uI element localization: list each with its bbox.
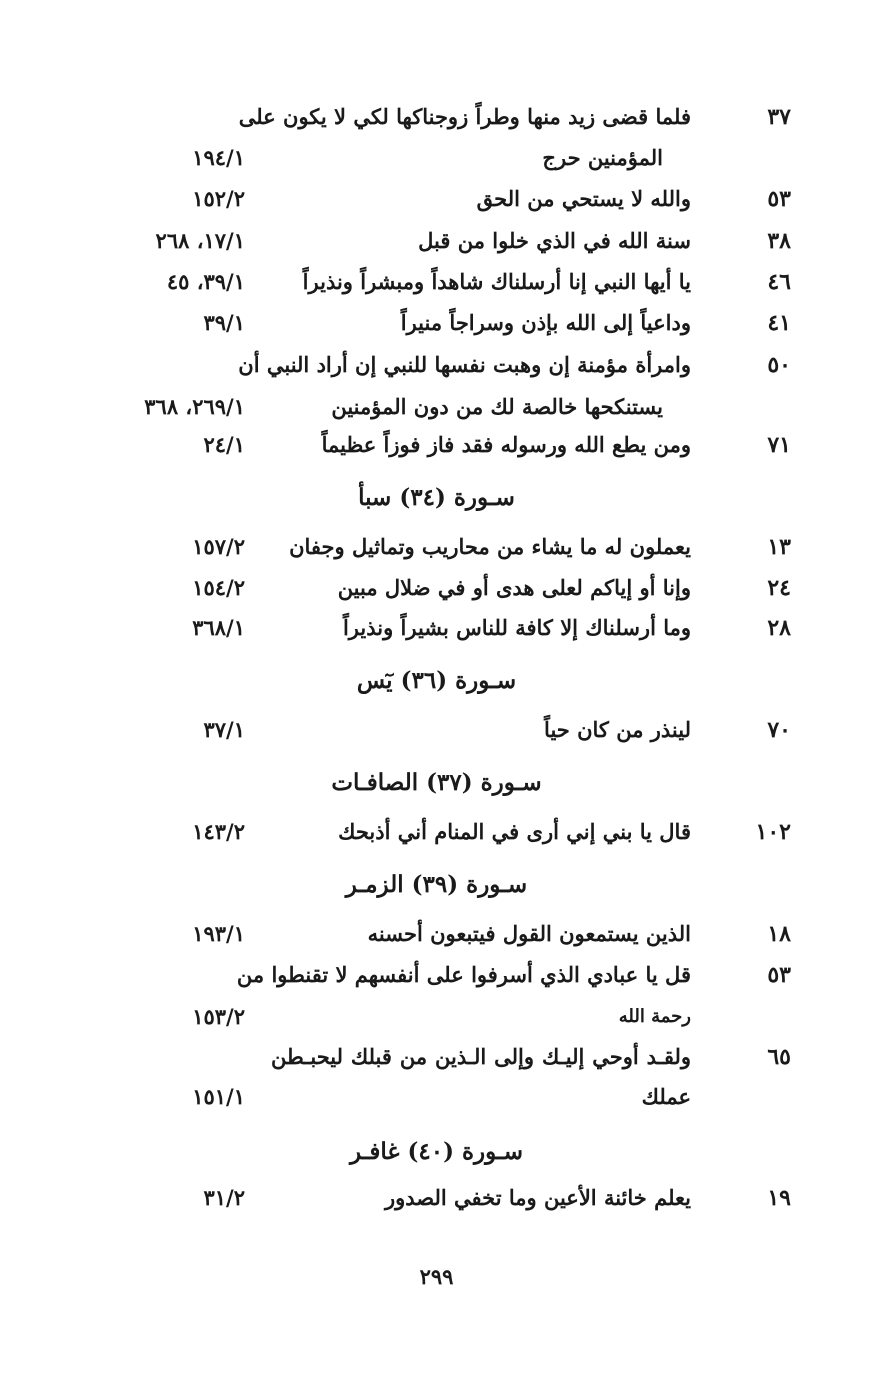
verse-reference: ١٤٣/٢ xyxy=(192,819,245,844)
verse-row xyxy=(0,958,873,992)
verse-row xyxy=(0,348,873,382)
verse-reference: ١٥٣/٢ xyxy=(192,1004,245,1029)
verse-number: ٧٠ xyxy=(767,717,791,743)
verse-number: ١٣ xyxy=(767,534,791,560)
verse-reference: ٣٩/١ xyxy=(203,310,245,335)
verse-text: يا أيها النبي إنا أرسلناك شاهداً ومبشراً ونذيراً xyxy=(302,269,691,294)
verse-row-continued xyxy=(0,390,873,424)
verse-reference: ١٧/١، ٢٦٨ xyxy=(155,228,245,253)
verse-row xyxy=(0,100,873,134)
verse-row xyxy=(0,1181,873,1215)
verse-text: وداعياً إلى الله بإذن وسراجاً منيراً xyxy=(400,310,691,335)
verse-number: ٣٧ xyxy=(767,104,791,130)
verse-text: ومن يطع الله ورسوله فقد فاز فوزاً عظيماً xyxy=(321,432,691,457)
verse-row-continued xyxy=(0,1000,873,1034)
verse-reference: ١٥١/١ xyxy=(192,1084,245,1109)
verse-row xyxy=(0,182,873,216)
verse-reference: ١٩٣/١ xyxy=(192,921,245,946)
verse-text: قال يا بني إني أرى في المنام أني أذبحك xyxy=(338,819,691,844)
verse-row-continued xyxy=(0,1080,873,1114)
verse-number: ٤١ xyxy=(767,310,791,336)
verse-text-line2: يستنكحها خالصة لك من دون المؤمنين xyxy=(331,394,663,419)
verse-number: ٢٤ xyxy=(767,575,791,601)
verse-text-line1: ولقـد أوحي إليـك وإلى الـذين من قبلك ليحبـطن xyxy=(271,1044,691,1069)
verse-text: لينذر من كان حياً xyxy=(544,717,691,742)
surah-heading: سـورة (٣٦) يٓس xyxy=(356,667,517,694)
verse-reference: ٣٦٨/١ xyxy=(192,615,245,640)
verse-number: ١٨ xyxy=(767,921,791,947)
page-number: ٢٩٩ xyxy=(419,1264,454,1289)
verse-text: سنة الله في الذي خلوا من قبل xyxy=(418,228,691,253)
verse-row-continued xyxy=(0,141,873,175)
verse-reference: ١٥٧/٢ xyxy=(192,534,245,559)
verse-number: ١٠٢ xyxy=(755,819,791,845)
verse-reference: ٢٤/١ xyxy=(203,432,245,457)
surah-heading: سـورة (٤٠) غافـر xyxy=(349,1138,524,1165)
surah-heading: سـورة (٣٤) سبأ xyxy=(358,484,515,511)
verse-reference: ٢٦٩/١، ٣٦٨ xyxy=(144,394,245,419)
verse-text: يعملون له ما يشاء من محاريب وتماثيل وجفان xyxy=(289,534,691,559)
verse-text: الذين يستمعون القول فيتبعون أحسنه xyxy=(367,921,691,946)
verse-text-line2: عملك xyxy=(641,1084,691,1109)
verse-text: وما أرسلناك إلا كافة للناس بشيراً ونذيراً xyxy=(342,615,691,640)
verse-number: ٣٨ xyxy=(767,228,791,254)
verse-reference: ١٥٤/٢ xyxy=(192,575,245,600)
surah-heading: سـورة (٣٧) الصافـات xyxy=(331,769,542,796)
verse-reference: ١٥٢/٢ xyxy=(192,186,245,211)
verse-row xyxy=(0,571,873,605)
verse-number: ٢٨ xyxy=(767,615,791,641)
verse-row xyxy=(0,428,873,462)
verse-text: وإنا أو إياكم لعلى هدى أو في ضلال مبين xyxy=(337,575,691,600)
verse-text: يعلم خائنة الأعين وما تخفي الصدور xyxy=(384,1185,691,1210)
verse-number: ٧١ xyxy=(767,432,791,458)
verse-text-line1: قل يا عبادي الذي أسرفوا على أنفسهم لا تقنطوا من xyxy=(236,962,691,987)
verse-row xyxy=(0,265,873,299)
verse-number: ٥٠ xyxy=(767,352,791,378)
verse-row xyxy=(0,530,873,564)
verse-text-line2: رحمة الله xyxy=(618,1006,691,1027)
verse-reference: ٣٩/١، ٤٥ xyxy=(166,269,245,294)
verse-row xyxy=(0,815,873,849)
verse-row xyxy=(0,1040,873,1074)
verse-row xyxy=(0,917,873,951)
verse-text-line1: فلما قضى زيد منها وطراً زوجناكها لكي لا يكون على xyxy=(238,104,691,129)
verse-row xyxy=(0,611,873,645)
verse-number: ٦٥ xyxy=(767,1044,791,1070)
verse-row xyxy=(0,224,873,258)
verse-reference: ١٩٤/١ xyxy=(192,145,245,170)
verse-number: ٥٣ xyxy=(767,962,791,988)
surah-heading: سـورة (٣٩) الزمـر xyxy=(345,871,528,898)
verse-number: ٥٣ xyxy=(767,186,791,212)
verse-text-line1: وامرأة مؤمنة إن وهبت نفسها للنبي إن أراد النبي أن xyxy=(238,352,691,377)
verse-reference: ٣٧/١ xyxy=(203,717,245,742)
verse-text-line2: المؤمنين حرج xyxy=(542,145,663,170)
verse-row xyxy=(0,306,873,340)
verse-text: والله لا يستحي من الحق xyxy=(476,186,691,211)
verse-number: ٤٦ xyxy=(767,269,791,295)
verse-row xyxy=(0,713,873,747)
verse-number: ١٩ xyxy=(767,1185,791,1211)
verse-reference: ٣١/٢ xyxy=(203,1185,245,1210)
